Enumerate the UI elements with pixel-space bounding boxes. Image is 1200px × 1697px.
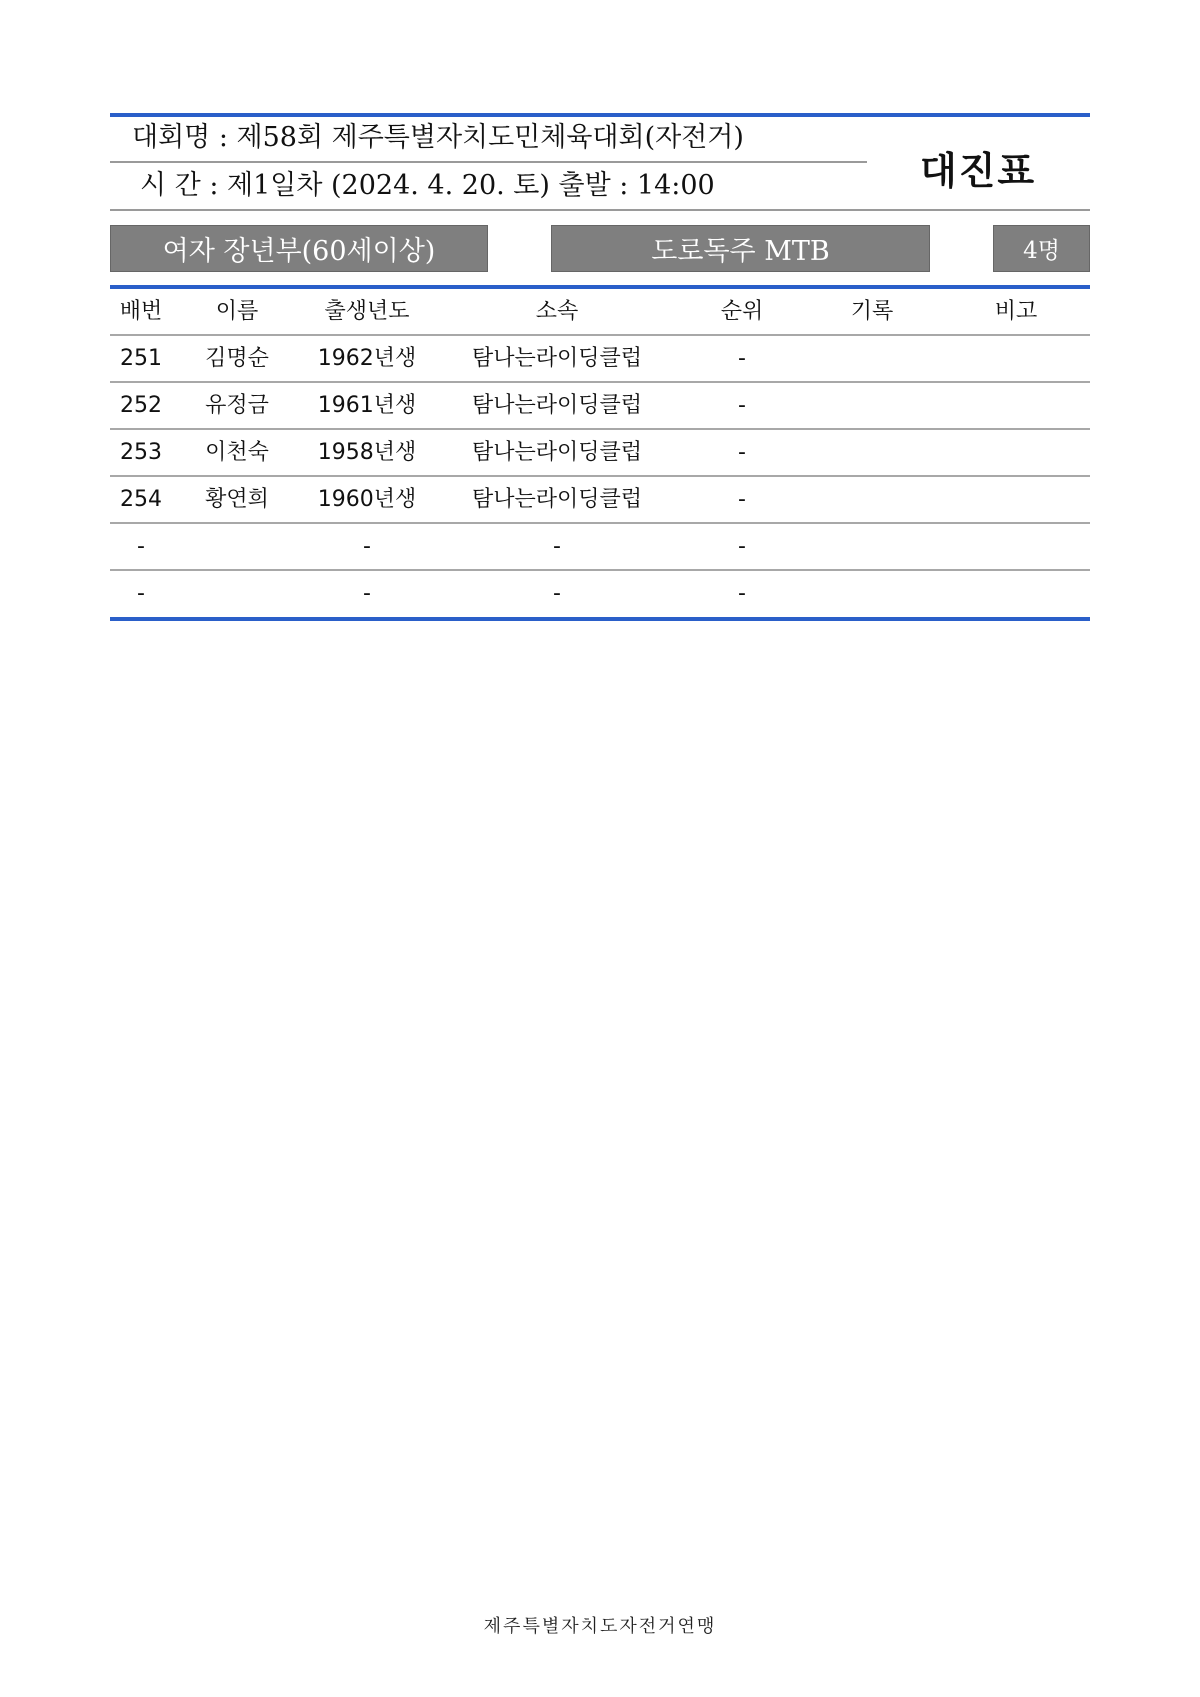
table-row	[110, 477, 1090, 524]
header-bottom-rule	[110, 209, 1090, 211]
participant-count: 4명	[993, 225, 1090, 272]
col-header-birth-year: 출생년도	[324, 299, 410, 324]
cell-record	[802, 571, 942, 616]
header-divider	[110, 161, 867, 163]
cell-bib: 252	[120, 393, 162, 418]
cell-rank: -	[738, 487, 746, 512]
cell-note	[942, 383, 1090, 428]
cell-record	[802, 524, 942, 569]
table-header	[110, 289, 1090, 336]
cell-record	[802, 336, 942, 381]
cell-name	[172, 524, 302, 569]
cell-name: 이천숙	[205, 440, 269, 465]
cell-bib: -	[137, 581, 145, 606]
cell-birth-year: 1960년생	[317, 487, 417, 512]
col-header-rank: 순위	[720, 299, 764, 324]
cell-birth-year: 1958년생	[317, 440, 417, 465]
event-name-line: 대회명 : 제58회 제주특별자치도민체육대회(자전거)	[132, 122, 744, 153]
event-label: 도로독주 MTB	[551, 225, 930, 272]
col-header-bib: 배번	[119, 299, 163, 324]
footer-organization: 제주특별자치도자전거연맹	[483, 1616, 717, 1637]
cell-name	[172, 571, 302, 616]
cell-note	[942, 430, 1090, 475]
table-row	[110, 383, 1090, 430]
table-row	[110, 430, 1090, 477]
cell-bib: 253	[120, 440, 162, 465]
table-row	[110, 571, 1090, 618]
table-row	[110, 336, 1090, 383]
cell-note	[942, 524, 1090, 569]
cell-bib: 251	[120, 346, 162, 371]
cell-affiliation: -	[553, 534, 561, 559]
cell-bib: -	[137, 534, 145, 559]
col-header-affiliation: 소속	[535, 299, 579, 324]
cell-name: 김명순	[205, 346, 269, 371]
cell-birth-year: 1962년생	[317, 346, 417, 371]
cell-affiliation: 탐나는라이딩클럽	[471, 346, 643, 371]
cell-record	[802, 477, 942, 522]
page-title: 대진표	[920, 149, 1037, 193]
cell-note	[942, 477, 1090, 522]
cell-birth-year: -	[363, 534, 371, 559]
cell-birth-year: 1961년생	[317, 393, 417, 418]
cell-rank: -	[738, 440, 746, 465]
cell-rank: -	[738, 346, 746, 371]
cell-birth-year: -	[363, 581, 371, 606]
table-bottom-rule	[110, 617, 1090, 621]
cell-bib: 254	[120, 487, 162, 512]
cell-rank: -	[738, 393, 746, 418]
division-label: 여자 장년부(60세이상)	[110, 225, 488, 272]
cell-note	[942, 336, 1090, 381]
table-row	[110, 524, 1090, 571]
cell-affiliation: 탐나는라이딩클럽	[471, 393, 643, 418]
col-header-note: 비고	[994, 299, 1038, 324]
schedule-line: 시 간 : 제1일차 (2024. 4. 20. 토) 출발 : 14:00	[140, 170, 715, 201]
cell-rank: -	[738, 534, 746, 559]
cell-affiliation: 탐나는라이딩클럽	[471, 487, 643, 512]
cell-affiliation: 탐나는라이딩클럽	[471, 440, 643, 465]
cell-name: 황연희	[205, 487, 269, 512]
cell-record	[802, 383, 942, 428]
header-top-rule	[110, 113, 1090, 117]
cell-note	[942, 571, 1090, 616]
cell-affiliation: -	[553, 581, 561, 606]
cell-rank: -	[738, 581, 746, 606]
cell-record	[802, 430, 942, 475]
col-header-record: 기록	[850, 299, 894, 324]
col-header-name: 이름	[215, 299, 259, 324]
cell-name: 유정금	[205, 393, 269, 418]
